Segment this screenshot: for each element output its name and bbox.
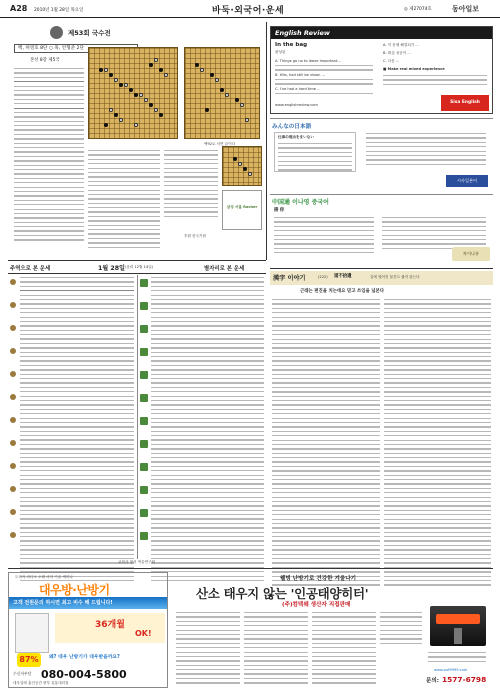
zodiac-tiger-icon	[10, 325, 16, 331]
english-subheading: 완성된	[275, 50, 286, 54]
daewoo-months: 36개월	[95, 620, 125, 630]
english-right-c: C. 다음 ...	[383, 59, 400, 63]
japanese-title: みんなの日本語	[272, 124, 312, 130]
fortune-right-text	[151, 277, 264, 584]
baduk-section	[8, 22, 264, 254]
zodiac-dragon-icon	[10, 371, 16, 377]
fortune-col-divider	[137, 275, 138, 559]
star-sagittarius-icon	[140, 509, 148, 517]
date-line: 2010년 1월 28일 목요일	[34, 8, 84, 13]
heater-side-text	[428, 652, 486, 665]
english-right-a: A. 이 문제 해결되기 ...	[383, 43, 419, 47]
heater-ad[interactable]	[172, 572, 493, 688]
fortune-left-text	[20, 277, 134, 584]
daewoo-banner	[9, 597, 168, 609]
daewoo-question: 왜? 대우 난방기가 대우받을까요?	[49, 655, 120, 660]
edition-number: ◎ 제27074호	[404, 7, 432, 12]
hanja-chars: 道不拾遺	[334, 274, 352, 279]
fortune-date: 1월 28일	[98, 265, 126, 272]
go-board-small	[222, 146, 262, 186]
daewoo-promo	[55, 613, 165, 643]
fortune-title-right: 별자리로 본 운세	[204, 266, 245, 272]
heater-tel-label: 문의:	[426, 678, 440, 684]
star-gemini-icon	[140, 371, 148, 379]
go-board-diagram-2	[184, 47, 260, 139]
star-scorpio-icon	[140, 486, 148, 494]
hanja-title-bar	[270, 271, 493, 285]
hanja-body-col2	[384, 299, 491, 589]
board-caption: 백92로 서면 끝이다	[204, 142, 236, 146]
heater-body-col1	[176, 612, 240, 687]
fortune-divider	[8, 273, 266, 274]
daewoo-headline: 대우방·난방기	[39, 583, 110, 597]
hanja-body-col1	[272, 299, 380, 589]
zodiac-monkey-icon	[10, 463, 16, 469]
game-result: 본선 8강 제5국	[30, 58, 60, 63]
japanese-right-lines	[366, 133, 486, 168]
star-pisces-icon	[140, 302, 148, 310]
japanese-badge: 시사일본어	[446, 175, 488, 187]
page-header	[0, 0, 500, 18]
daewoo-phone[interactable]: 080-004-5800	[41, 668, 127, 681]
star-leo-icon	[140, 417, 148, 425]
japanese-card-lines	[278, 143, 352, 174]
heater-body-col3	[312, 612, 376, 687]
commentary-right	[164, 150, 218, 220]
star-virgo-icon	[140, 440, 148, 448]
zodiac-horse-icon	[10, 417, 16, 423]
heater-body-col2	[244, 612, 308, 687]
chinese-title: 中国通 이나영 중국어	[272, 199, 329, 206]
daewoo-top-label: 도라지 라디오 오테 마하 기술 세미나	[15, 575, 73, 579]
zodiac-dog-icon	[10, 509, 16, 515]
star-libra-icon	[140, 463, 148, 471]
fortune-lunar-date: (음력 12월 14일)	[125, 265, 154, 269]
english-item-b: B. Hits, had still be vision ...	[275, 73, 326, 77]
daewoo-subline: 고객 전원문의 하시면 최고 비수 해 드립니다!	[13, 600, 113, 606]
english-right-d: ■ Make real mixed experience	[383, 67, 445, 71]
fortune-title-left: 주역으로 본 운세	[10, 266, 51, 272]
english-review-box	[270, 26, 493, 114]
commentary-left	[14, 68, 84, 244]
page-number: A28	[10, 4, 28, 13]
zodiac-rabbit-icon	[10, 348, 16, 354]
chinese-lines-left	[274, 217, 374, 257]
star-aries-icon	[140, 325, 148, 333]
zodiac-pig-icon	[10, 532, 16, 538]
english-item-c-lines	[275, 93, 373, 97]
japanese-box	[270, 118, 493, 190]
japanese-card	[274, 132, 356, 172]
heater-product-image	[430, 606, 486, 646]
english-item-c: C. I've had a hard time ...	[275, 87, 321, 91]
english-badge: Sisa English	[441, 95, 489, 111]
fortune-section	[8, 262, 266, 568]
commentary-mid	[88, 150, 160, 251]
hanja-headline: 근래는 편진을 치는데요 믿고 쓰임을 넘본다	[300, 289, 384, 294]
hanja-title: 漢字 이야기	[273, 275, 306, 282]
star-aquarius-icon	[140, 279, 148, 287]
fortune-footer: 교학사 정서 역술연구원	[118, 560, 155, 564]
english-review-title: English Review	[271, 27, 492, 39]
english-footer-url[interactable]: www.englishreview.com	[275, 103, 318, 107]
heater-headline: 산소 태우지 않는 '인공태양히터'	[196, 586, 369, 601]
fortune-left-column	[8, 275, 136, 559]
zodiac-sheep-icon	[10, 440, 16, 446]
chinese-badge: 차이나통	[452, 247, 490, 261]
hanja-section	[270, 268, 493, 568]
star-cancer-icon	[140, 394, 148, 402]
japanese-subtitle: 仕事の理由をまいない	[278, 135, 314, 139]
chinese-word: 接 你	[274, 208, 285, 213]
hanja-subhead: 길에 떨어진 물건도 줍지 않는다	[370, 275, 420, 279]
english-item-a: A. Things go no to leave important...	[275, 59, 341, 63]
daewoo-company: 대우일렉 홈인공간 중부 유통대리점	[13, 681, 69, 685]
daewoo-product-image	[15, 613, 49, 653]
sponsor-ad: 삼성 서울 Rocher	[222, 190, 262, 230]
players-line: 백, 허영호 8단 ○ 흑, 안형준 2단	[14, 44, 138, 53]
zodiac-rat-icon	[10, 279, 16, 285]
english-right-b: B. 확실 성공이 ...	[383, 51, 411, 55]
english-right-lines	[383, 75, 487, 88]
paper-logo: 동아일보	[452, 5, 480, 13]
zodiac-ox-icon	[10, 302, 16, 308]
daewoo-phone-label: 수신자부담	[13, 671, 32, 676]
go-board	[88, 47, 178, 139]
zodiac-rooster-icon	[10, 486, 16, 492]
hanja-number: (222)	[318, 275, 328, 279]
baduk-emblem-icon	[50, 26, 63, 39]
daewoo-ad[interactable]	[8, 572, 168, 688]
sponsor-line: 후원 한국기원	[184, 234, 206, 238]
baduk-title: 제53회 국수전	[68, 29, 111, 37]
chinese-box	[270, 194, 493, 264]
zodiac-snake-icon	[10, 394, 16, 400]
heater-subline: (주)컴텍웨 생산자 직접판매	[282, 602, 351, 608]
daewoo-ok: OK!	[135, 629, 152, 638]
section-title: 바둑·외국어·운세	[212, 6, 285, 16]
heater-body-col4	[380, 612, 422, 647]
daewoo-percent-badge: 87%	[17, 653, 41, 667]
heater-url[interactable]: www.ouf9999.com	[434, 668, 468, 672]
heater-tag: 웰빙 난방기로 건강한 겨울나기	[280, 576, 357, 582]
star-capricorn-icon	[140, 532, 148, 540]
heater-phone[interactable]: 1577-6798	[442, 675, 487, 684]
fortune-right-column	[139, 275, 266, 559]
english-heading: In the bag	[275, 42, 308, 48]
star-taurus-icon	[140, 348, 148, 356]
